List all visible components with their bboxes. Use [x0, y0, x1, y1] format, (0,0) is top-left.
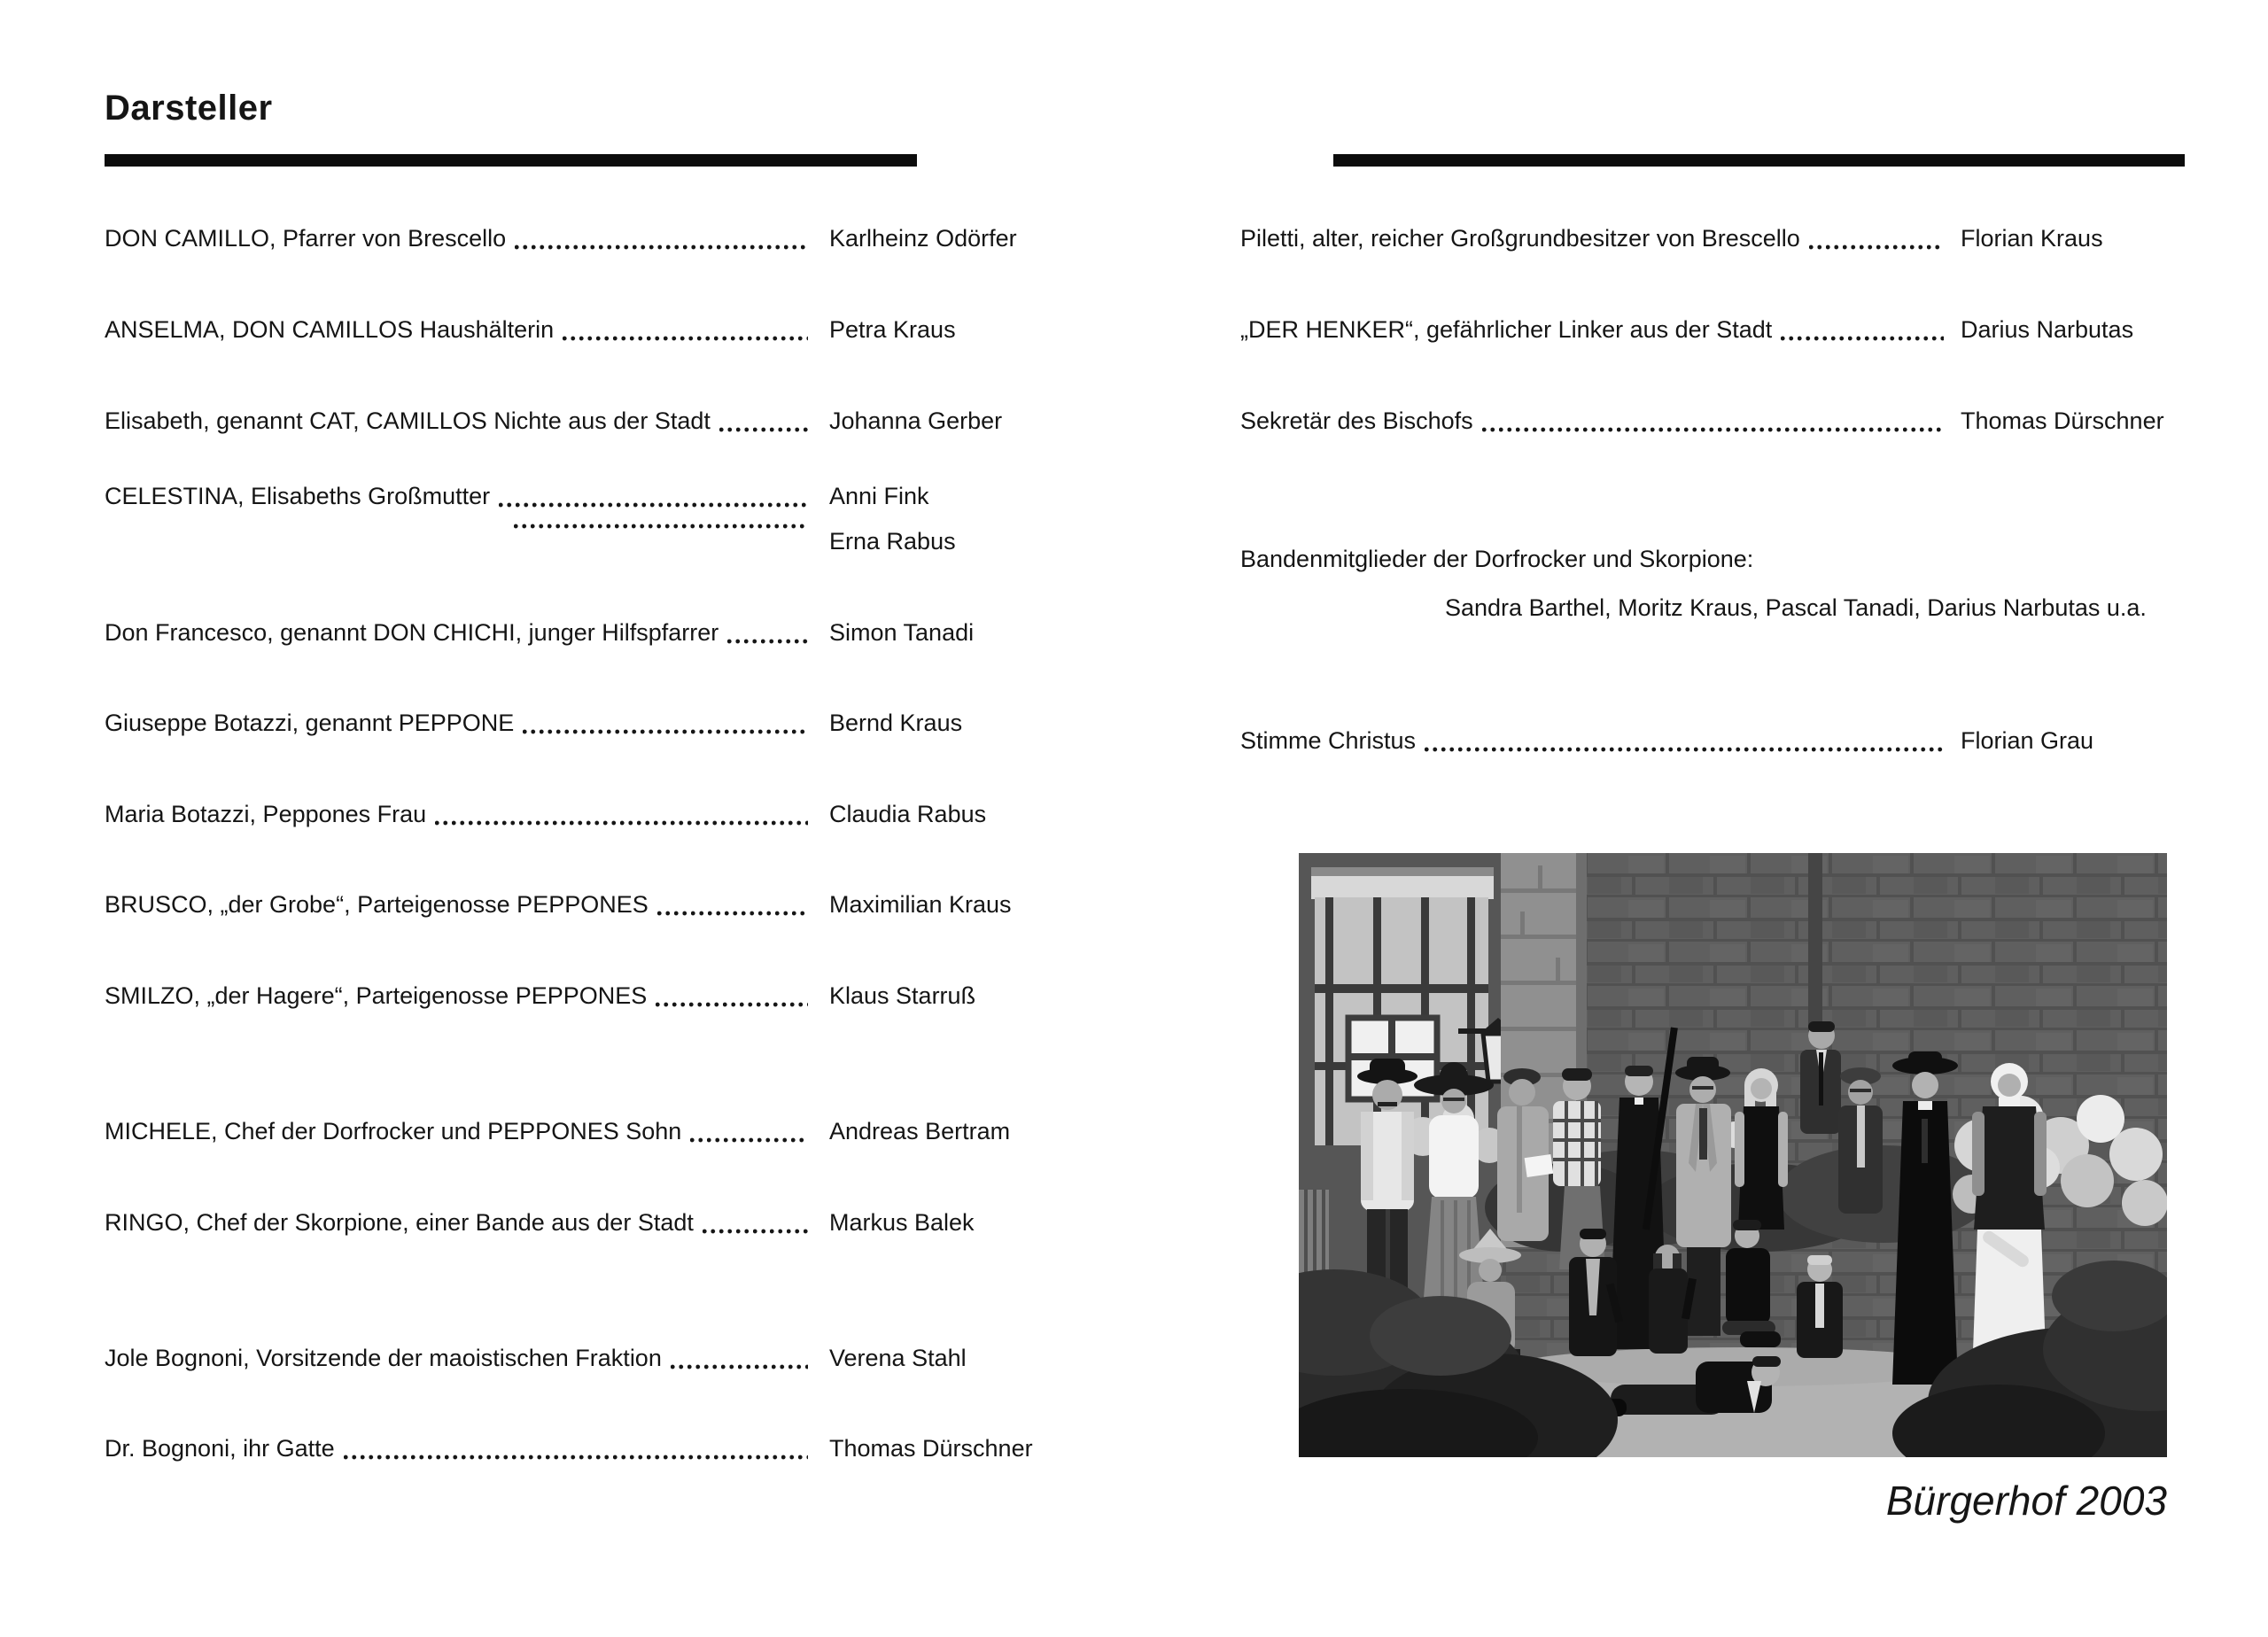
cast-photo [1299, 853, 2167, 1457]
dot-leader [671, 1364, 808, 1369]
dot-leader [690, 1137, 808, 1143]
actor-name: Thomas Dürschner [829, 1435, 1033, 1462]
dot-leader [1781, 336, 1944, 341]
band-members: Sandra Barthel, Moritz Kraus, Pascal Tanadi, Darius Narbutas u.a. [1445, 594, 2147, 621]
actor-name: Petra Kraus [829, 316, 956, 343]
entry-lead [105, 221, 813, 256]
actor-name: Darius Narbutas [1961, 316, 2134, 343]
dot-leader [523, 729, 808, 734]
photo-caption: Bürgerhof 2003 [1885, 1478, 2167, 1524]
left-heading-rule [105, 154, 917, 167]
cast-entry [105, 1431, 1037, 1466]
dot-leader [1482, 427, 1944, 432]
dot-leader [1425, 747, 1944, 752]
dot-leader [703, 1229, 808, 1234]
dot-leader [719, 427, 808, 432]
actor-name: Erna Rabus [829, 528, 956, 555]
role-text [105, 524, 505, 535]
role-text: RINGO, Chef der Skorpione, einer Bande aus der Stadt [105, 1209, 694, 1236]
role-text: Stimme Christus [1240, 727, 1417, 754]
role-text: Don Francesco, genannt DON CHICHI, junger Hilfspfarrer [105, 619, 719, 646]
cast-entry [105, 978, 1037, 1013]
role-text: DON CAMILLO, Pfarrer von Brescello [105, 225, 507, 252]
role-text: Jole Bognoni, Vorsitzende der maoistischen Fraktion [105, 1345, 662, 1371]
actor-name: Johanna Gerber [829, 407, 1003, 434]
dot-leader [499, 502, 808, 508]
page-title: Darsteller [105, 89, 273, 128]
actor-name: Karlheinz Odörfer [829, 225, 1017, 252]
role-text: „DER HENKER“, gefährlicher Linker aus der Stadt [1240, 316, 1773, 343]
actor-name: Verena Stahl [829, 1345, 967, 1371]
dot-leader [563, 336, 808, 341]
entry-lead [1240, 723, 1949, 758]
cast-entry [105, 1205, 1037, 1240]
cast-entry [105, 312, 1037, 347]
actor-name: Bernd Kraus [829, 710, 963, 736]
actor-name: Maximilian Kraus [829, 891, 1012, 918]
entry-lead [105, 1113, 813, 1149]
entry-lead [105, 1205, 813, 1240]
entry-lead [1240, 221, 1949, 256]
entry-lead [105, 1431, 813, 1466]
entry-lead [105, 887, 813, 922]
entry-lead [105, 796, 813, 832]
cast-entry [105, 403, 1037, 438]
cast-entry [1240, 312, 2185, 347]
cast-entry [1240, 221, 2185, 256]
role-text: SMILZO, „der Hagere“, Parteigenosse PEPPONES [105, 982, 648, 1009]
role-text: Maria Botazzi, Peppones Frau [105, 801, 427, 827]
right-heading-rule [1333, 154, 2185, 167]
role-text: MICHELE, Chef der Dorfrocker und PEPPONES Sohn [105, 1118, 682, 1144]
entry-lead [105, 524, 813, 535]
actor-name: Claudia Rabus [829, 801, 987, 827]
dot-leader [657, 911, 808, 916]
actor-name: Klaus Starruß [829, 982, 976, 1009]
role-text: BRUSCO, „der Grobe“, Parteigenosse PEPPONES [105, 891, 649, 918]
role-text: ANSELMA, DON CAMILLOS Haushälterin [105, 316, 555, 343]
tree-trunk [1808, 853, 1822, 1039]
dot-leader [514, 524, 808, 529]
role-text: CELESTINA, Elisabeths Großmutter [105, 483, 491, 509]
cast-entry [105, 1340, 1037, 1376]
entry-lead [105, 705, 813, 741]
role-text: Giuseppe Botazzi, genannt PEPPONE [105, 710, 515, 736]
cast-entry [1240, 403, 2185, 438]
band-heading: Bandenmitglieder der Dorfrocker und Skorpione: [1240, 546, 1754, 572]
cast-entry [105, 221, 1037, 256]
actor-name: Florian Kraus [1961, 225, 2103, 252]
actor-name: Andreas Bertram [829, 1118, 1011, 1144]
cast-entry [105, 887, 1037, 922]
cast-entry [105, 524, 1037, 559]
cast-photo-scene [1299, 853, 2167, 1457]
actor-name: Markus Balek [829, 1209, 975, 1236]
dot-leader [656, 1002, 808, 1007]
cast-entry [105, 478, 1037, 514]
dot-leader [1809, 244, 1944, 250]
role-text: Dr. Bognoni, ihr Gatte [105, 1435, 335, 1462]
role-text: Sekretär des Bischofs [1240, 407, 1473, 434]
role-text: Elisabeth, genannt CAT, CAMILLOS Nichte aus der Stadt [105, 407, 711, 434]
entry-lead [1240, 312, 1949, 347]
dot-leader [435, 820, 808, 826]
entry-lead [105, 478, 813, 514]
entry-lead [105, 615, 813, 650]
actor-name: Florian Grau [1961, 727, 2094, 754]
actor-name: Thomas Dürschner [1961, 407, 2164, 434]
actor-name: Simon Tanadi [829, 619, 975, 646]
entry-lead [1240, 403, 1949, 438]
dot-leader [344, 1455, 808, 1460]
dot-leader [515, 244, 808, 250]
entry-lead [105, 312, 813, 347]
entry-lead [105, 978, 813, 1013]
actor-name: Anni Fink [829, 483, 929, 509]
cast-entry [105, 705, 1037, 741]
entry-lead [105, 1340, 813, 1376]
entry-lead [105, 403, 813, 438]
role-text: Piletti, alter, reicher Großgrundbesitzer von Brescello [1240, 225, 1800, 252]
cast-entry [1240, 723, 2185, 758]
cast-entry [105, 615, 1037, 650]
cast-entry [105, 1113, 1037, 1149]
dot-leader [727, 639, 808, 644]
cast-entry [105, 796, 1037, 832]
